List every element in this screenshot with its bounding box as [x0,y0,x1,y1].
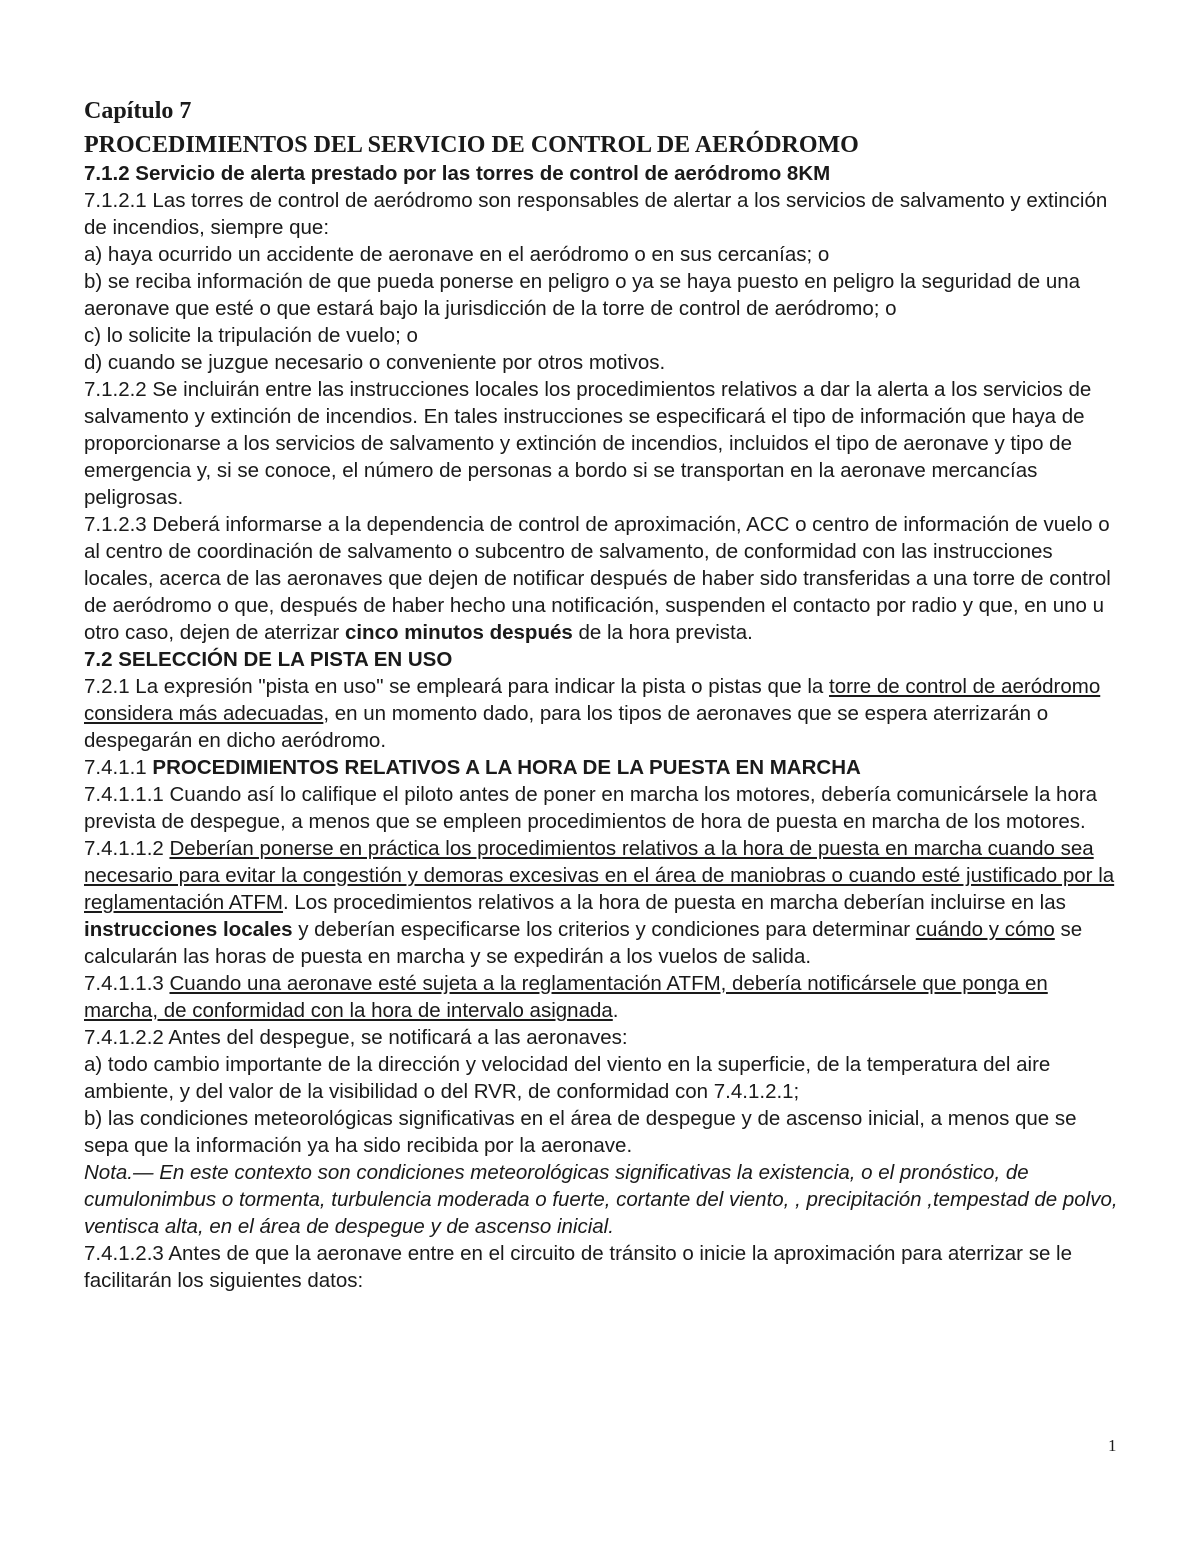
paragraph-7-2-1-end: , en un momento dado, para los tipos de aeronaves que se espera aterrizarán o despegarán en dicho aeródromo. [84,702,1049,752]
paragraph-7-4-1-1-3-end: . [612,999,619,1022]
paragraph-7-1-2-3 [84,511,1124,646]
paragraph-7-4-1-1-3-number: 7.4.1.1.3 [84,972,170,995]
paragraph-7-4-1-1-2-number: 7.4.1.1.2 [84,837,170,860]
paragraph-7-4-1-1-1: 7.4.1.1.1 Cuando así lo califique el piloto antes de poner en marcha los motores, debería comunicársele la hora prevista de despegue, a menos que se empleen procedimientos de hora de puesta en marcha de los motores. [84,783,1098,833]
list-item-2-a: a) todo cambio importante de la dirección y velocidad del viento en la superficie, de la temperatura del aire ambiente, y del valor de la visibilidad o del RVR, de conformidad con 7.4.1.2.1; [84,1053,1051,1103]
paragraph-7-1-2-2: 7.1.2.2 Se incluirán entre las instrucciones locales los procedimientos relativos a dar la alerta a los servicios de salvamento y extinción de incendios. En tales instrucciones se especificará el tipo de información que haya de proporcionarse a los servicios de salvamento y extinción de incendios, incluidos el tipo de aeronave y tipo de emergencia y, si se conoce, el número de personas a bordo si se transportan en la aeronave mercancías peligrosas. [84,378,1092,509]
paragraph-7-2-1-text: 7.2.1 La expresión "pista en uso" se empleará para indicar la pista o pistas que la [84,675,830,698]
chapter-title: PROCEDIMIENTOS DEL SERVICIO DE CONTROL DE AERÓDROMO [84,132,859,158]
section-heading-7-2: 7.2 SELECCIÓN DE LA PISTA EN USO [84,648,453,671]
paragraph-7-4-1-1-3 [84,970,1124,1024]
paragraph-7-2-1 [84,673,1124,754]
paragraph-7-4-1-2-3: 7.4.1.2.3 Antes de que la aeronave entre en el circuito de tránsito o inicie la aproximación para aterrizar se le facilitarán los siguientes datos: [84,1242,1072,1292]
paragraph-7-4-1-1-2-underlined-2: cuándo y cómo [915,918,1055,941]
paragraph-7-4-1-1-3-underlined: Cuando una aeronave esté sujeta a la reglamentación ATFM, debería notificársele que ponga en marcha, de conformidad con la hora de intervalo asignada [84,972,1048,1022]
paragraph-7-4-1-1-2-end: se calcularán las horas de puesta en marcha y se expedirán a los vuelos de salida. [84,918,1083,968]
list-item-d: d) cuando se juzgue necesario o conveniente por otros motivos. [84,351,666,374]
paragraph-7-4-1-1-2-text: . Los procedimientos relativos a la hora de puesta en marcha deberían incluirse en las [283,891,1066,914]
paragraph-7-1-2-3-bold: cinco minutos después [344,621,573,644]
section-heading-7-1-2: 7.1.2 Servicio de alerta prestado por las torres de control de aeródromo 8KM [84,162,831,185]
paragraph-7-2-1-underlined: torre de control de aeródromo considera más adecuadas [84,675,1101,725]
paragraph-7-4-1-2-2: 7.4.1.2.2 Antes del despegue, se notificará a las aeronaves: [84,1026,628,1049]
paragraph-7-4-1-1-number: 7.4.1.1 [84,756,153,779]
list-item-c: c) lo solicite la tripulación de vuelo; o [84,324,418,347]
paragraph-7-1-2-1: 7.1.2.1 Las torres de control de aeródromo son responsables de alertar a los servicios de salvamento y extinción de incendios, siempre que: [84,189,1108,239]
paragraph-7-4-1-1-heading: PROCEDIMIENTOS RELATIVOS A LA HORA DE LA PUESTA EN MARCHA [152,756,861,779]
paragraph-7-4-1-1-2-underlined: Deberían ponerse en práctica los procedimientos relativos a la hora de puesta en marcha cuando sea necesario para evitar la congestión y demoras excesivas en el área de maniobras o cuando esté justificado por la reglamentación ATFM [84,837,1115,914]
list-item-a: a) haya ocurrido un accidente de aeronave en el aeródromo o en sus cercanías; o [84,243,830,266]
paragraph-7-4-1-1-2-text-2: y deberían especificarse los criterios y condiciones para determinar [292,918,916,941]
paragraph-7-1-2-3-end: de la hora prevista. [572,621,753,644]
list-item-2-b: b) las condiciones meteorológicas significativas en el área de despegue y de ascenso inicial, a menos que se sepa que la información ya ha sido recibida por la aeronave. [84,1107,1077,1157]
document-page [84,96,1124,1294]
page-number: 1 [1108,1436,1117,1455]
chapter-label: Capítulo 7 [84,98,192,124]
list-item-b: b) se reciba información de que pueda ponerse en peligro o ya se haya puesto en peligro la seguridad de una aeronave que esté o que estará bajo la jurisdicción de la torre de control de aeródromo; o [84,270,1081,320]
paragraph-7-4-1-1-2 [84,835,1124,970]
paragraph-7-4-1-1-2-bold: instrucciones locales [84,918,293,941]
note-paragraph: Nota.— En este contexto son condiciones meteorológicas significativas la existencia, o el pronóstico, de cumulonimbus o tormenta, turbulencia moderada o fuerte, cortante del viento, , precipitación ,tempestad de polvo, ventisca alta, en el área de despegue y de ascenso inicial. [84,1161,1118,1238]
paragraph-7-4-1-1 [84,754,1124,781]
paragraph-7-1-2-3-text: 7.1.2.3 Deberá informarse a la dependencia de control de aproximación, ACC o centro de información de vuelo o al centro de coordinación de salvamento o subcentro de salvamento, de conformidad con las instrucciones locales, acerca de las aeronaves que dejen de notificar después de haber sido transferidas a una torre de control de aeródromo o que, después de haber hecho una notificación, suspenden el contacto por radio y que, en uno u otro caso, dejen de aterrizar [84,513,1111,644]
